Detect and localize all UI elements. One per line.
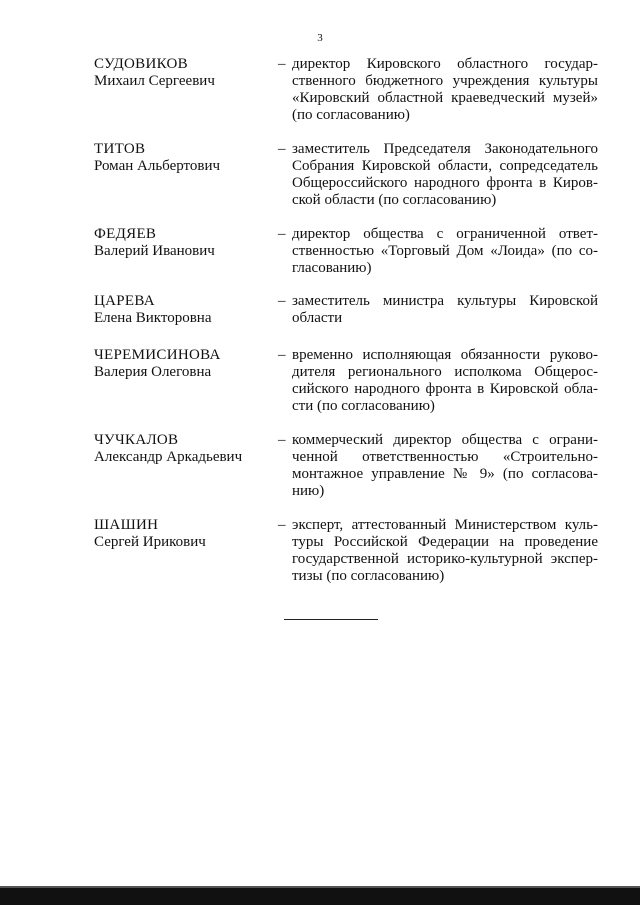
member-given-names: Елена Викторовна (94, 310, 212, 326)
scan-bottom-edge (0, 888, 640, 905)
member-role-line: гласованию) (292, 260, 372, 276)
member-given-names: Валерия Олеговна (94, 364, 212, 380)
member-role-line: Общероссийского народного фронта в Киров- (292, 175, 598, 191)
member-role-line: заместитель Председателя Законодательного (292, 141, 598, 157)
member-name (94, 347, 274, 381)
member-role (292, 347, 598, 415)
member-role-line: ственного бюджетного учреждения культуры (292, 73, 598, 89)
member-role-line: нию) (292, 483, 325, 499)
member-surname: СУДОВИКОВ (94, 56, 188, 72)
member-role-line: директор Кировского областного государ- (292, 56, 598, 72)
member-given-names: Роман Альбертович (94, 158, 221, 174)
member-given-names: Михаил Сергеевич (94, 73, 215, 89)
member-role-line: сти (по согласованию) (292, 398, 435, 414)
member-name (94, 141, 274, 175)
member-role-line: директор общества с ограниченной ответ- (292, 226, 598, 242)
member-given-names: Валерий Иванович (94, 243, 215, 259)
member-surname: ШАШИН (94, 517, 159, 533)
member-role-line: Собрания Кировской области, сопредседатель (292, 158, 598, 174)
member-dash: – (278, 56, 286, 72)
page-number: 3 (317, 32, 323, 44)
member-given-names: Сергей Ирикович (94, 534, 206, 550)
member-role-line: дителя регионального исполкома Общерос- (292, 364, 598, 380)
member-dash: – (278, 226, 286, 242)
member-role-line: ственностью «Торговый Дом «Лоида» (по со- (292, 243, 598, 259)
member-surname: ЧЕРЕМИСИНОВА (94, 347, 221, 363)
member-role (292, 141, 598, 209)
member-name (94, 517, 274, 551)
member-name (94, 56, 274, 90)
member-name (94, 293, 274, 327)
member-role (292, 226, 598, 277)
member-surname: ФЕДЯЕВ (94, 226, 157, 242)
member-role-line: области (292, 310, 343, 326)
member-name (94, 432, 274, 466)
member-dash: – (278, 517, 286, 533)
member-role-line: тизы (по согласованию) (292, 568, 445, 584)
member-role-line: туры Российской Федерации на проведение (292, 534, 598, 550)
member-dash: – (278, 141, 286, 157)
member-given-names: Александр Аркадьевич (94, 449, 243, 465)
member-role (292, 293, 598, 327)
member-role-line: заместитель министра культуры Кировской (292, 293, 598, 309)
member-role-line: временно исполняющая обязанности руково- (292, 347, 598, 363)
member-dash: – (278, 293, 286, 309)
member-surname: ТИТОВ (94, 141, 146, 157)
member-role-line: «Кировский областной краеведческий музей» (292, 90, 598, 106)
closing-rule (284, 619, 378, 620)
member-surname: ЧУЧКАЛОВ (94, 432, 179, 448)
member-role (292, 517, 598, 585)
member-name (94, 226, 274, 260)
member-role-line: эксперт, аттестованный Министерством куль- (292, 517, 598, 533)
member-role-line: ской области (по согласованию) (292, 192, 497, 208)
member-role (292, 432, 598, 500)
member-dash: – (278, 432, 286, 448)
member-role-line: монтажное управление № 9» (по согласова- (292, 466, 598, 482)
member-dash: – (278, 347, 286, 363)
member-role (292, 56, 598, 124)
member-role-line: коммерческий директор общества с ограни- (292, 432, 598, 448)
member-role-line: (по согласованию) (292, 107, 410, 123)
member-role-line: государственной историко-культурной экспер- (292, 551, 598, 567)
member-role-line: сийского народного фронта в Кировской обла- (292, 381, 598, 397)
member-surname: ЦАРЕВА (94, 293, 155, 309)
member-role-line: ченной ответственностью «Строительно- (292, 449, 598, 465)
